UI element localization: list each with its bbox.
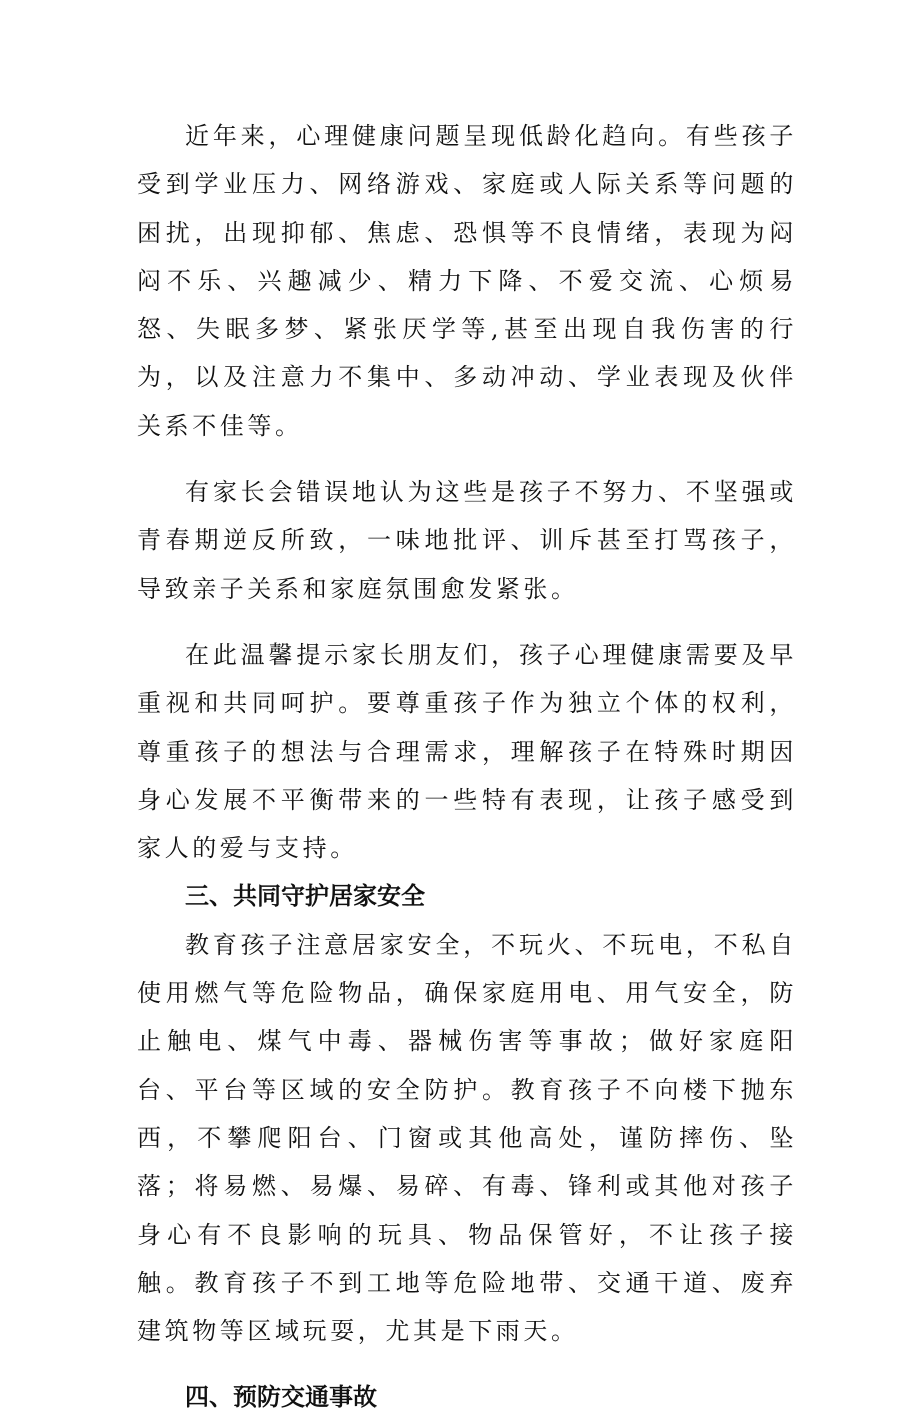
paragraph-parent-misconception: 有家长会错误地认为这些是孩子不努力、不坚强或青春期逆反所致，一味地批评、训斥甚至打骂孩子，导致亲子关系和家庭氛围愈发紧张。 — [137, 478, 797, 603]
paragraph-mental-health-trend: 近年来，心理健康问题呈现低龄化趋向。有些孩子受到学业压力、网络游戏、家庭或人际关系等问题的困扰，出现抑郁、焦虑、恐惧等不良情绪，表现为闷闷不乐、兴趣减少、精力下降、不爱交流、心烦易怒、失眠多梦、紧张厌学等,甚至出现自我伤害的行为，以及注意力不集中、多动冲动、学业表现及伙伴关系不佳等。 — [137, 122, 797, 440]
paragraph-spacer — [137, 450, 797, 468]
paragraph-parent-reminder: 在此温馨提示家长朋友们，孩子心理健康需要及早重视和共同呵护。要尊重孩子作为独立个体的权利，尊重孩子的想法与合理需求，理解孩子在特殊时期因身心发展不平衡带来的一些特有表现，让孩子感受到家人的爱与支持。 — [137, 640, 797, 863]
paragraph-home-safety: 教育孩子注意居家安全，不玩火、不玩电，不私自使用燃气等危险物品，确保家庭用电、用气安全，防止触电、煤气中毒、器械伤害等事故；做好家庭阳台、平台等区域的安全防护。教育孩子不向楼下抛东西，不攀爬阳台、门窗或其他高处，谨防摔伤、坠落；将易燃、易爆、易碎、有毒、锋利或其他对孩子身心有不良影响的玩具、物品保管好，不让孩子接触。教育孩子不到工地等危险地带、交通干道、废弃建筑物等区域玩耍，尤其是下雨天。 — [137, 930, 797, 1346]
section-heading-traffic-safety: 四、预防交通事故 — [185, 1383, 377, 1412]
section-heading-home-safety: 三、共同守护居家安全 — [185, 882, 425, 911]
paragraph-spacer — [137, 613, 797, 631]
document-body — [137, 112, 797, 1422]
paragraph-spacer — [137, 1355, 797, 1373]
